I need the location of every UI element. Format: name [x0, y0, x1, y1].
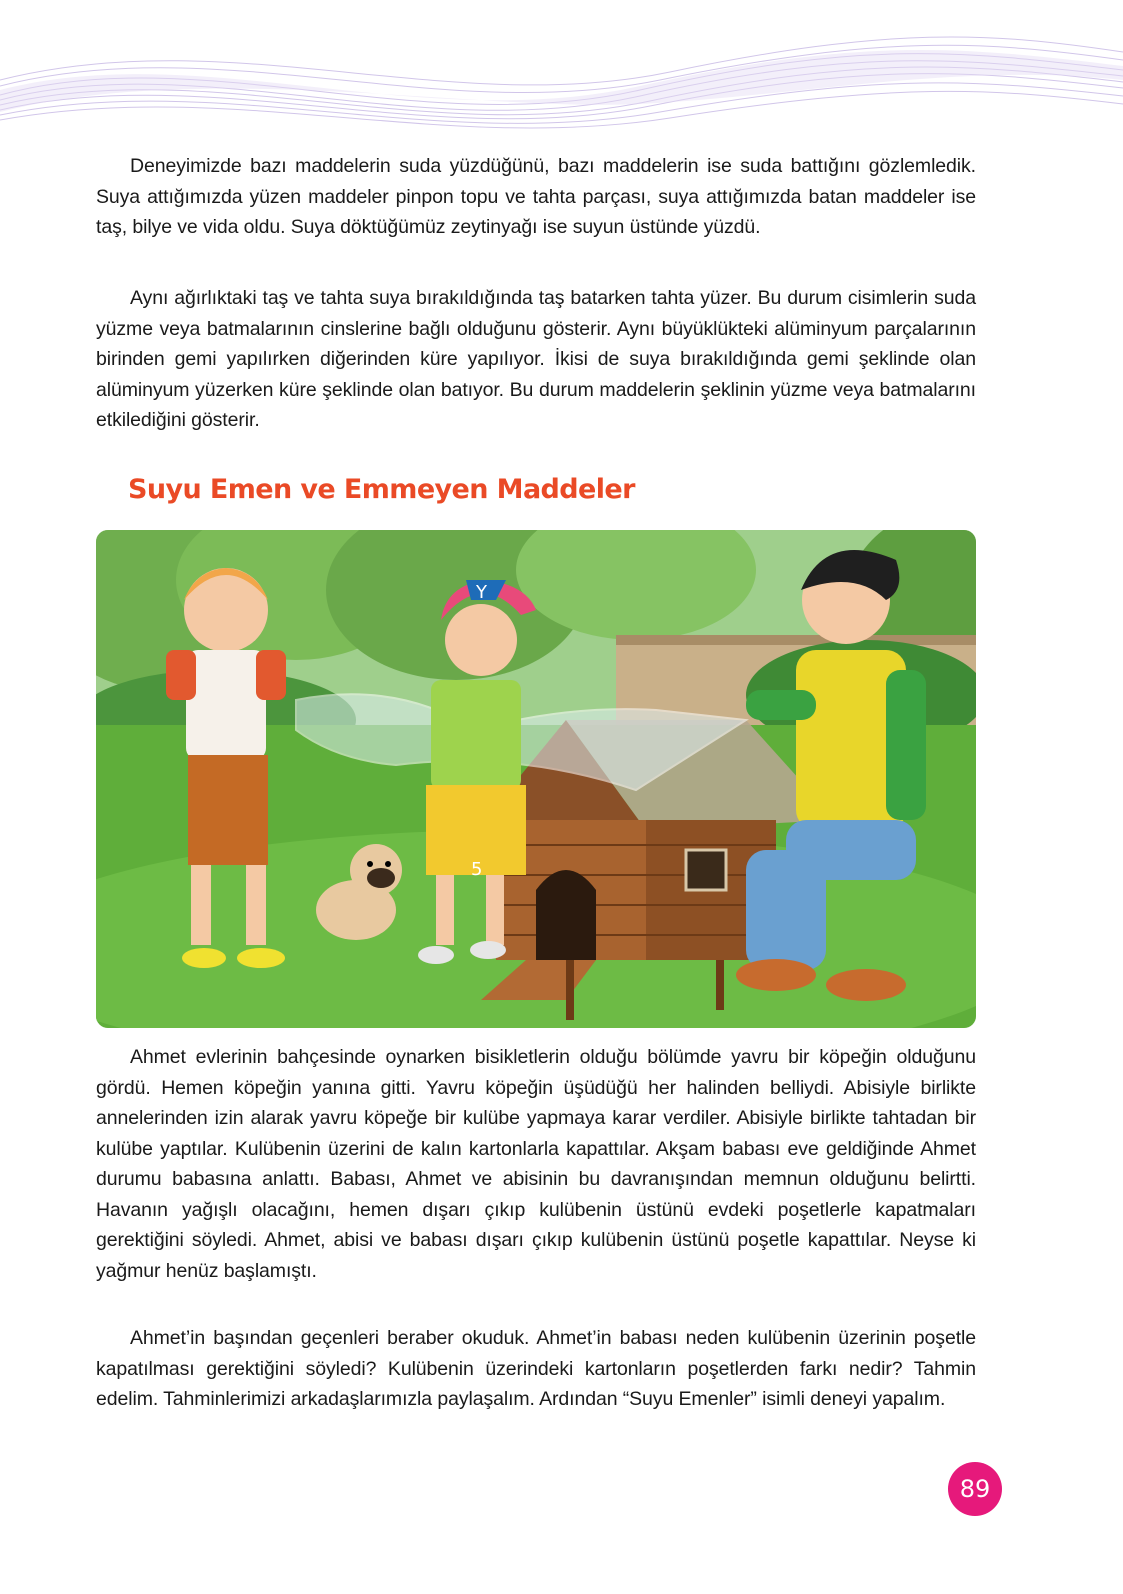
- page-number-badge: 89: [948, 1462, 1002, 1516]
- cap-letter: Y: [476, 582, 487, 603]
- paragraph-floating-factors: Aynı ağırlıktaki taş ve tahta suya bırakıldığında taş batarken tahta yüzer. Bu durum cisimlerin suda yüzme veya batmalarının cinslerine bağlı olduğunu gösterir. Aynı büyüklükteki alüminyum parçalarının birinden gemi yapılırken diğerinden küre yapılıyor. İkisi de suya bırakıldığında gemi şeklinde olan alüminyum yüzerken küre şeklinde olan batıyor. Bu durum maddelerin şeklinin yüzme veya batmalarını etkilediğini gösterir.: [96, 287, 976, 431]
- section-heading: Suyu Emen ve Emmeyen Maddeler: [128, 474, 635, 505]
- shirt-number: 5: [471, 859, 483, 880]
- children-dog-house-illustration: [96, 530, 976, 1028]
- paragraph-story: Ahmet evlerinin bahçesinde oynarken bisikletlerin olduğu bölümde yavru bir köpeğin olduğunu gördü. Hemen köpeğin yanına gitti. Yavru köpeğin üşüdüğü her halinden belliydi. Abisiyle birlikte annelerinden izin alarak yavru köpeğe bir kulübe yapmaya karar verdiler. Abisiyle birlikte tahtadan bir kulübe yaptılar. Kulübenin üzerini de kalın kartonlarla kapattılar. Akşam babası eve geldiğinde Ahmet durumu babasına anlattı. Babası, Ahmet ve abisinin bu davranışından memnun olduğunu belirtti. Havanın yağışlı olacağını, hemen dışarı çıkıp kulübenin üstünü evdeki poşetlerle kapatmaları gerektiğini söyledi. Ahmet, abisi ve babası dışarı çıkıp kulübenin üstünü poşetle kapattılar. Neyse ki yağmur henüz başlamıştı.: [96, 1046, 976, 1282]
- decorative-wave-header: [0, 0, 1123, 140]
- paragraph-questions: Ahmet’in başından geçenleri beraber okuduk. Ahmet’in babası neden kulübenin üzerinin poşetle kapatılması gerektiğini söyledi? Kulübenin üzerindeki kartonların poşetlerden farkı nedir? Tahmin edelim. Tahminlerimizi arkadaşlarımızla paylaşalım. Ardından “Suyu Emenler” isimli deneyi yapalım.: [96, 1327, 976, 1410]
- paragraph-observation: Deneyimizde bazı maddelerin suda yüzdüğünü, bazı maddelerin ise suda battığını gözlemledik. Suya attığımızda yüzen maddeler pinpon topu ve tahta parçası, suya attığımızda batan maddeler ise taş, bilye ve vida oldu. Suya döktüğümüz zeytinyağı ise suyun üstünde yüzdü.: [96, 155, 976, 238]
- garden-illustration: [96, 530, 976, 1028]
